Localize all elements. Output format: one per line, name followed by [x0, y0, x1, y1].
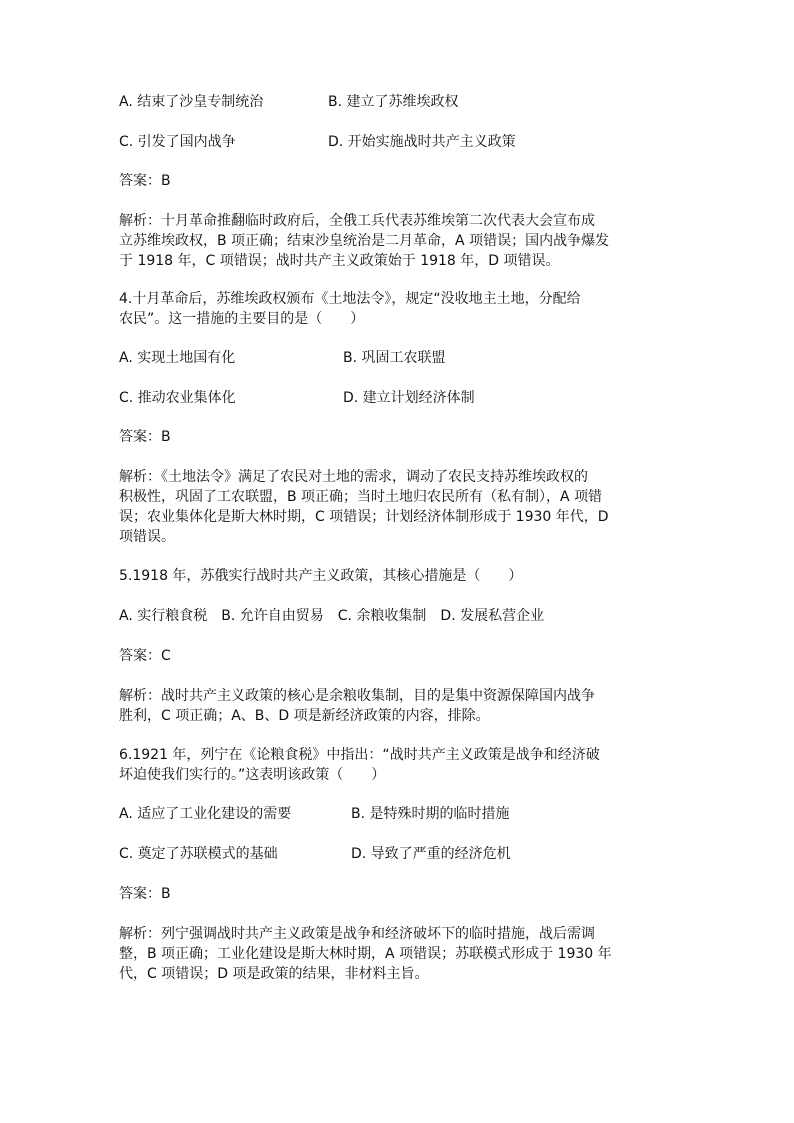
q4-options-row-1: [119, 348, 679, 368]
q6-stem: [119, 745, 679, 785]
q6-analysis-line: 代，C 项错误；D 项是政策的结果，非材料主旨。: [119, 966, 429, 982]
q3-option-b: B. 建立了苏维埃政权: [328, 94, 459, 110]
q5-options: A. 实行粮食税 B. 允许自由贸易 C. 余粮收集制 D. 发展私营企业: [119, 608, 545, 624]
q4-option-d: D. 建立计划经济体制: [343, 390, 475, 406]
q6-options-row-1: [119, 804, 679, 824]
q4-analysis: [119, 467, 679, 547]
q6-option-b: B. 是特殊时期的临时措施: [351, 806, 510, 822]
document-page: [119, 92, 679, 984]
q5-analysis-line: 胜利，C 项正确；A、B、D 项是新经济政策的内容，排除。: [119, 708, 490, 724]
q3-options-row-2: [119, 132, 679, 152]
q4-stem-line: 4.十月革命后，苏维埃政权颁布《土地法令》，规定“没收地主土地，分配给: [119, 291, 581, 307]
q4-stem-line: 农民”。这一措施的主要目的是（ ）: [119, 311, 365, 327]
q6-option-a: A. 适应了工业化建设的需要: [119, 806, 292, 822]
q3-option-a: A. 结束了沙皇专制统治: [119, 94, 264, 110]
q6-options-row-2: [119, 844, 679, 864]
q3-answer: 答案：B: [119, 173, 171, 189]
q6-analysis-line: 解析：列宁强调战时共产主义政策是战争和经济破坏下的临时措施，战后需调: [119, 926, 595, 942]
q6-answer: 答案：B: [119, 886, 171, 902]
q3-option-d: D. 开始实施战时共产主义政策: [328, 134, 516, 150]
q4-analysis-line: 解析：《土地法令》满足了农民对土地的需求，调动了农民支持苏维埃政权的: [119, 469, 588, 485]
q4-options-row-2: [119, 388, 679, 408]
q6-stem-line: 6.1921 年，列宁在《论粮食税》中指出：“战时共产主义政策是战争和经济破: [119, 747, 600, 763]
q4-analysis-line: 误；农业集体化是斯大林时期，C 项错误；计划经济体制形成于 1930 年代，D: [119, 509, 609, 525]
q6-analysis-line: 整，B 项正确；工业化建设是斯大林时期，A 项错误；苏联模式形成于 1930 年: [119, 946, 612, 962]
q3-analysis-line: 立苏维埃政权，B 项正确；结束沙皇统治是二月革命，A 项错误；国内战争爆发: [119, 233, 610, 249]
q4-option-c: C. 推动农业集体化: [119, 390, 236, 406]
q6-option-d: D. 导致了严重的经济危机: [351, 846, 511, 862]
q5-stem: 5.1918 年，苏俄实行战时共产主义政策，其核心措施是（ ）: [119, 568, 523, 584]
q6-analysis: [119, 924, 679, 984]
q6-option-c: C. 奠定了苏联模式的基础: [119, 846, 278, 862]
q4-option-b: B. 巩固工农联盟: [343, 350, 446, 366]
q4-analysis-line: 积极性，巩固了工农联盟，B 项正确；当时土地归农民所有（私有制），A 项错: [119, 489, 603, 505]
q5-answer: 答案：C: [119, 648, 171, 664]
q4-option-a: A. 实现土地国有化: [119, 350, 236, 366]
q4-stem: [119, 289, 679, 329]
q3-analysis: [119, 211, 679, 271]
q5-analysis: [119, 686, 679, 726]
q4-answer: 答案：B: [119, 429, 171, 445]
q3-analysis-line: 解析：十月革命推翻临时政府后，全俄工兵代表苏维埃第二次代表大会宣布成: [119, 213, 595, 229]
q3-options-row-1: [119, 92, 679, 112]
q6-stem-line: 坏迫使我们实行的。”这表明该政策（ ）: [119, 767, 386, 783]
q4-analysis-line: 项错误。: [119, 529, 175, 545]
q5-analysis-line: 解析：战时共产主义政策的核心是余粮收集制，目的是集中资源保障国内战争: [119, 688, 595, 704]
q3-analysis-line: 于 1918 年，C 项错误；战时共产主义政策始于 1918 年，D 项错误。: [119, 253, 560, 269]
q3-option-c: C. 引发了国内战争: [119, 134, 236, 150]
